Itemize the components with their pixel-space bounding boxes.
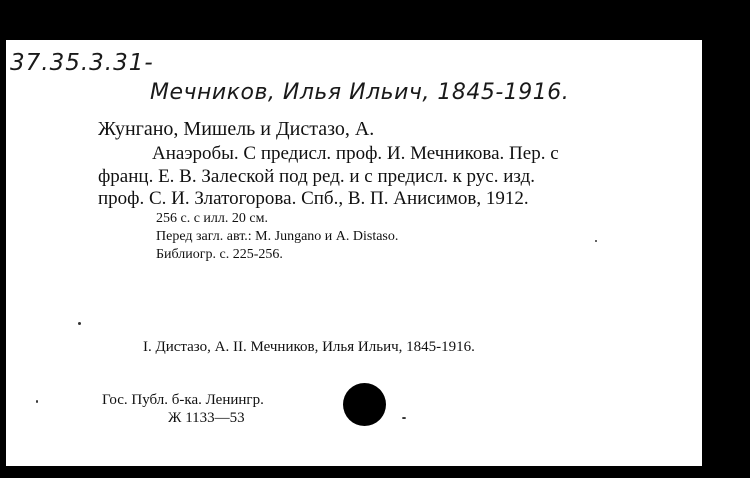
speck: [595, 240, 597, 242]
title-line-1: Анаэробы. С предисл. проф. И. Мечникова. Пер. с: [152, 143, 559, 164]
main-heading: Жунгано, Мишель и Дистазо, А.: [98, 118, 375, 140]
call-number: 37.35.3.31-: [10, 50, 154, 76]
library-name: Гос. Публ. б-ка. Ленингр.: [102, 392, 264, 408]
note-bibliography: Библиогр. с. 225-256.: [156, 247, 283, 262]
speck: [402, 417, 406, 419]
punch-hole: [343, 383, 386, 426]
note-authors: Перед загл. авт.: M. Jungano и A. Distaso.: [156, 229, 399, 244]
title-line-3: проф. С. И. Златогорова. Спб., В. П. Анисимов, 1912.: [98, 188, 529, 209]
tracing-line: I. Дистазо, А. II. Мечников, Илья Ильич, 1845-1916.: [143, 339, 475, 355]
collation: 256 с. с илл. 20 см.: [156, 211, 268, 226]
library-code: Ж 1133—53: [168, 410, 245, 426]
author-handwritten-heading: Мечников, Илья Ильич, 1845-1916.: [150, 80, 570, 105]
speck: [36, 400, 38, 403]
speck: [78, 322, 81, 325]
title-line-2: франц. Е. В. Залеской под ред. и с предисл. к рус. изд.: [98, 166, 535, 187]
